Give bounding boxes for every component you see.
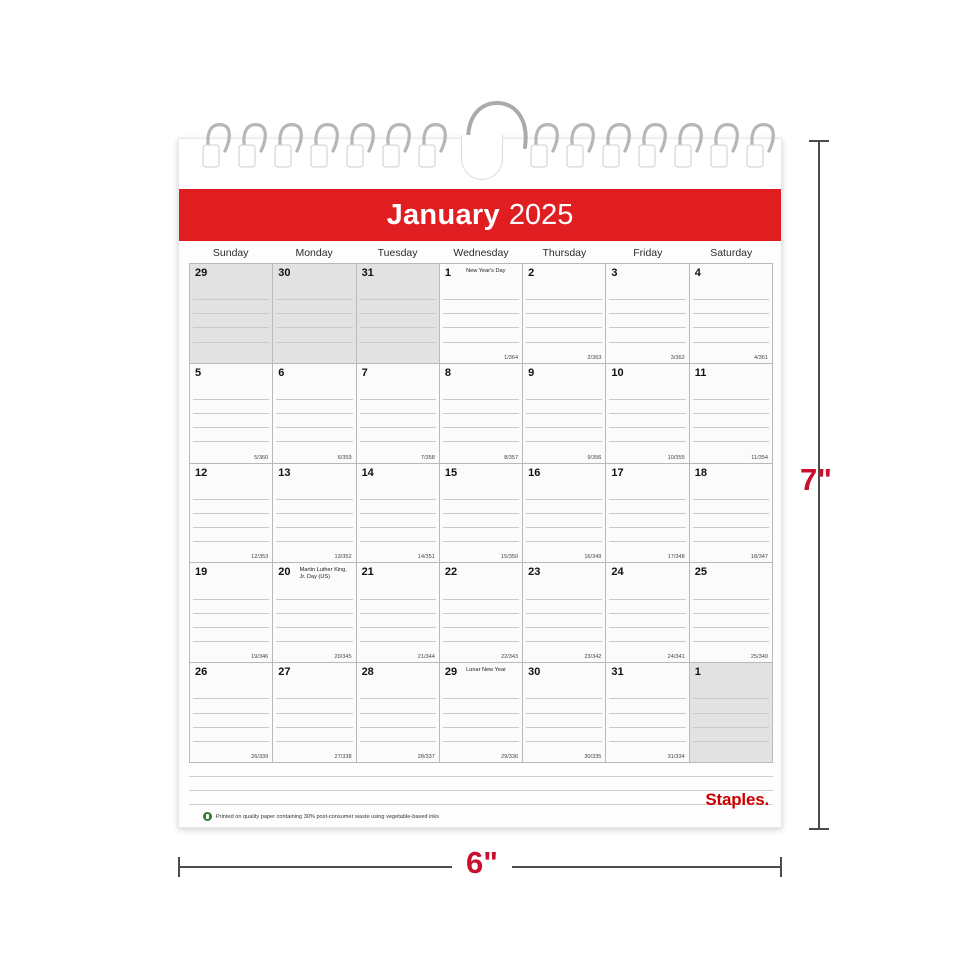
recycle-icon — [203, 812, 212, 821]
writing-rules — [443, 486, 519, 552]
writing-rules — [526, 486, 602, 552]
day-number: 14 — [361, 466, 374, 479]
day-cell — [523, 563, 606, 663]
writing-rules — [276, 685, 352, 751]
holiday-label: Martin Luther King, Jr. Day (US) — [299, 567, 347, 581]
writing-rules — [609, 685, 685, 751]
writing-rules — [193, 486, 269, 552]
julian-date: 1/364 — [504, 354, 519, 361]
month-year: 2025 — [508, 198, 574, 231]
writing-rules — [526, 286, 602, 352]
writing-rules — [609, 585, 685, 651]
day-number: 31 — [611, 666, 624, 679]
day-cell — [190, 563, 273, 663]
writing-rules — [193, 585, 269, 651]
day-cell — [273, 264, 356, 364]
writing-rules — [360, 386, 436, 452]
writing-rules — [276, 585, 352, 651]
width-dimension-label: 6" — [452, 845, 512, 881]
day-number: 30 — [528, 666, 541, 679]
weekday-header-row — [189, 244, 773, 264]
writing-rules — [693, 386, 769, 452]
day-number: 29 — [444, 666, 458, 679]
day-cell — [523, 663, 606, 763]
writing-rules — [609, 486, 685, 552]
day-number: 16 — [528, 466, 541, 479]
julian-date: 31/334 — [667, 754, 685, 760]
writing-rules — [193, 286, 269, 352]
julian-date: 12/353 — [251, 554, 269, 561]
writing-rules — [526, 386, 602, 452]
writing-rules — [360, 486, 436, 552]
julian-date: 4/361 — [753, 354, 768, 361]
day-cell — [523, 364, 606, 464]
day-number: 24 — [611, 566, 624, 579]
julian-date: 9/356 — [587, 454, 602, 461]
writing-rules — [526, 585, 602, 651]
day-number: 31 — [361, 267, 374, 279]
day-cell — [440, 364, 523, 464]
day-number: 29 — [195, 267, 208, 279]
day-cell — [190, 464, 273, 564]
day-cell — [440, 663, 523, 763]
day-cell — [606, 563, 689, 663]
julian-date: 27/338 — [334, 754, 352, 760]
day-number: 8 — [444, 366, 451, 379]
writing-rules — [693, 685, 769, 751]
writing-rules — [443, 286, 519, 352]
writing-rules — [360, 286, 436, 352]
julian-date: 17/348 — [667, 554, 685, 561]
weekday-label: Tuesday — [377, 247, 418, 259]
day-number: 30 — [278, 267, 291, 279]
day-cell — [273, 663, 356, 763]
day-number: 5 — [195, 366, 202, 379]
julian-date: 15/350 — [501, 554, 519, 561]
day-number: 28 — [361, 666, 374, 679]
writing-rules — [693, 286, 769, 352]
julian-date: 5/360 — [254, 454, 269, 461]
day-number: 7 — [361, 366, 368, 379]
julian-date: 16/349 — [584, 554, 602, 561]
julian-date: 3/362 — [670, 354, 685, 361]
writing-rules — [360, 685, 436, 751]
writing-rules — [276, 386, 352, 452]
day-cell — [690, 364, 773, 464]
day-cell — [440, 563, 523, 663]
day-number: 1 — [444, 267, 451, 279]
day-cell — [190, 364, 273, 464]
julian-date: 20/345 — [334, 654, 352, 661]
julian-date: 7/358 — [420, 454, 435, 461]
day-cell — [440, 264, 523, 364]
writing-rules — [609, 286, 685, 352]
writing-rules — [276, 486, 352, 552]
month-header — [179, 189, 781, 241]
writing-rules — [443, 685, 519, 751]
day-cell — [273, 464, 356, 564]
calendar-grid — [189, 263, 773, 763]
day-number: 20 — [278, 566, 291, 579]
brand-trademark: . — [764, 790, 769, 809]
julian-date: 8/357 — [504, 454, 519, 461]
day-cell — [190, 663, 273, 763]
eco-notice-text: Printed on quality paper containing 30% post-consumer waste using vegetable-based inks — [216, 813, 439, 820]
writing-rules — [609, 386, 685, 452]
day-cell — [357, 464, 440, 564]
day-cell — [606, 464, 689, 564]
day-number: 23 — [528, 566, 541, 579]
day-cell — [606, 663, 689, 763]
julian-date: 26/339 — [251, 754, 269, 760]
day-cell — [523, 464, 606, 564]
holiday-label: Lunar New Year — [466, 667, 506, 674]
month-name: January — [386, 198, 500, 231]
height-dimension-label: 7" — [800, 462, 832, 497]
day-number: 9 — [528, 366, 535, 379]
day-cell — [440, 464, 523, 564]
day-number: 2 — [528, 267, 535, 279]
day-cell — [273, 563, 356, 663]
day-cell — [606, 264, 689, 364]
day-number: 15 — [444, 466, 458, 479]
day-cell — [690, 464, 773, 564]
day-number: 27 — [278, 666, 291, 679]
day-cell — [357, 663, 440, 763]
day-number: 26 — [195, 666, 208, 679]
writing-rules — [693, 585, 769, 651]
notes-area — [189, 763, 773, 803]
eco-notice — [203, 812, 439, 821]
day-number: 11 — [694, 366, 707, 379]
day-cell — [690, 264, 773, 364]
day-cell — [357, 364, 440, 464]
day-number: 4 — [694, 267, 701, 279]
julian-date: 21/344 — [417, 654, 435, 661]
writing-rules — [443, 585, 519, 651]
day-cell — [606, 364, 689, 464]
julian-date: 11/354 — [751, 454, 768, 461]
brand-name: Staples — [705, 790, 765, 809]
writing-rules — [276, 286, 352, 352]
writing-rules — [443, 386, 519, 452]
julian-date: 6/359 — [337, 454, 352, 461]
julian-date: 13/352 — [334, 554, 352, 561]
julian-date: 24/341 — [667, 654, 685, 661]
day-number: 25 — [694, 566, 707, 579]
day-cell — [523, 264, 606, 364]
day-number: 10 — [611, 366, 624, 379]
wall-calendar — [178, 138, 782, 828]
calendar-page — [178, 138, 782, 828]
day-cell — [273, 364, 356, 464]
weekday-label: Wednesday — [453, 247, 509, 259]
day-number: 18 — [694, 466, 707, 479]
day-number: 17 — [611, 466, 624, 479]
weekday-label: Saturday — [710, 247, 753, 259]
day-number: 3 — [611, 267, 618, 279]
julian-date: 23/342 — [584, 654, 602, 661]
holiday-label: New Year's Day — [466, 268, 506, 274]
hanging-hole — [461, 135, 503, 180]
day-number: 12 — [195, 466, 208, 479]
day-number: 13 — [278, 466, 291, 479]
julian-date: 25/340 — [750, 654, 768, 661]
weekday-label: Monday — [295, 247, 333, 259]
brand-logo — [705, 790, 769, 810]
julian-date: 30/335 — [584, 754, 602, 760]
julian-date: 18/347 — [750, 554, 768, 561]
day-number: 6 — [278, 366, 285, 379]
day-number: 1 — [694, 666, 701, 679]
day-cell — [357, 264, 440, 364]
day-cell — [357, 563, 440, 663]
writing-rules — [193, 685, 269, 751]
day-cell — [190, 264, 273, 364]
day-cell — [690, 563, 773, 663]
writing-rules — [526, 685, 602, 751]
weekday-label: Thursday — [542, 247, 587, 259]
julian-date: 29/336 — [501, 754, 519, 760]
julian-date: 22/343 — [501, 654, 519, 661]
day-number: 22 — [444, 566, 458, 579]
writing-rules — [693, 486, 769, 552]
day-cell — [690, 663, 773, 763]
julian-date: 10/355 — [667, 454, 685, 461]
julian-date: 19/346 — [251, 654, 269, 661]
julian-date: 14/351 — [417, 554, 435, 561]
weekday-label: Sunday — [212, 247, 249, 259]
julian-date: 28/337 — [417, 754, 435, 760]
julian-date: 2/363 — [587, 354, 602, 361]
day-number: 19 — [195, 566, 208, 579]
writing-rules — [360, 585, 436, 651]
day-number: 21 — [361, 566, 374, 579]
writing-rules — [193, 386, 269, 452]
weekday-label: Friday — [633, 247, 663, 259]
